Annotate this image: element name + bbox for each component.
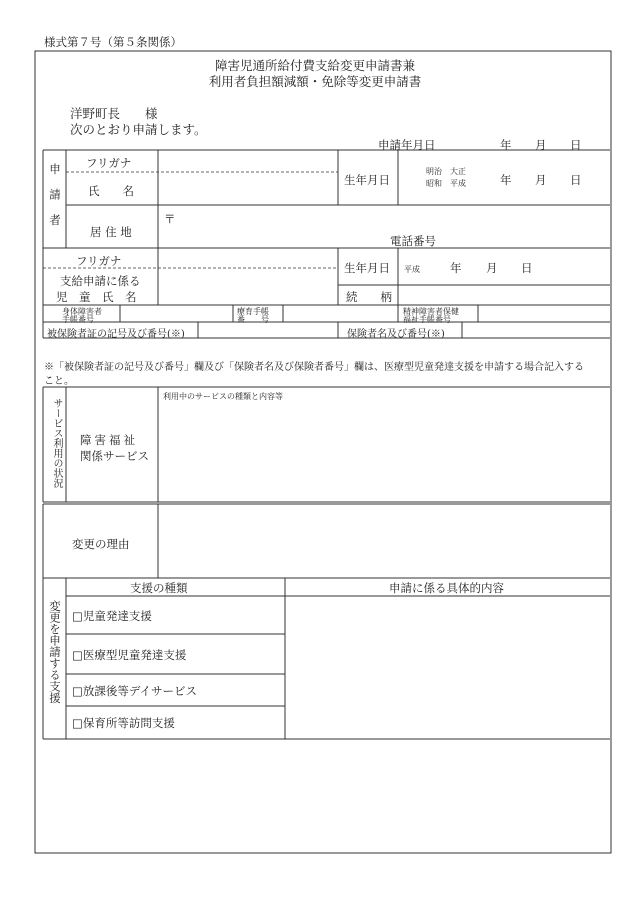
applicant-furigana-label: フリガナ [86, 156, 132, 170]
insurer-label: 保険者名及び番号(※) [347, 329, 445, 340]
application-date-year: 年 [500, 138, 512, 152]
application-date-label: 申請年月日 [378, 138, 436, 152]
ryoiku-handbook-label-2: 番 号 [237, 315, 269, 324]
relation-label: 続 柄 [346, 290, 392, 304]
applicant-address-label: 居 住 地 [90, 225, 132, 239]
support-detail-header: 申請に係る具体的内容 [389, 581, 504, 595]
mental-handbook-label-2: 福祉手帳番号 [403, 315, 451, 324]
applicant-birth-month: 月 [535, 173, 547, 187]
ryoiku-handbook-label-1: 療育手帳 [237, 307, 269, 316]
intro-text: 次のとおり申請します。 [70, 122, 207, 137]
child-birth-month: 月 [486, 261, 498, 275]
change-support-vertical-label: 変更を申請する支援 [48, 600, 62, 704]
support-item-after-school-day-service[interactable]: □放課後等デイサービス [72, 684, 198, 698]
physical-handbook-label-2: 手帳番号 [62, 315, 94, 324]
child-birth-label: 生年月日 [344, 261, 390, 275]
physical-handbook-label-1: 身体障害者 [62, 307, 102, 316]
insurance-card-label: 被保険者証の記号及び番号(※) [47, 329, 185, 340]
child-birth-year: 年 [450, 261, 462, 275]
title-line-1: 障害児通所給付費支給変更申請書兼 [214, 58, 415, 73]
support-item-medical-child-development[interactable]: □医療型児童発達支援 [72, 648, 187, 662]
application-date-day: 日 [570, 138, 582, 152]
child-name-label-2: 児 童 氏 名 [56, 290, 137, 304]
applicant-birth-year: 年 [500, 173, 512, 187]
note-line-2: こと。 [44, 376, 74, 387]
support-item-child-development[interactable]: □児童発達支援 [72, 609, 152, 623]
note-line-1: ※「被保険者証の記号及び番号」欄及び「保険者名及び保険者番号」欄は、医療型児童発達支援を申請する場合記入する [44, 362, 584, 373]
applicant-name-label: 氏 名 [88, 184, 134, 198]
application-date-month: 月 [535, 138, 547, 152]
postal-mark: 〒 [164, 212, 176, 226]
child-birth-day: 日 [521, 261, 533, 275]
form-number: 様式第７号（第５条関係） [44, 35, 182, 49]
service-content-header: 利用中のサービスの種類と内容等 [163, 392, 283, 401]
service-vertical-label: サービス利用の状況 [51, 398, 62, 488]
mental-handbook-label-1: 精神障害者保健 [403, 307, 459, 316]
applicant-birth-day: 日 [570, 173, 582, 187]
child-name-label-1: 支給申請に係る [60, 274, 141, 288]
applicant-era-top: 明治 大正 [426, 167, 466, 176]
applicant-vertical-label: 申請者 [48, 163, 62, 240]
title-line-2: 利用者負担額減額・免除等変更申請書 [208, 74, 422, 89]
phone-label: 電話番号 [390, 234, 436, 248]
change-reason-label: 変更の理由 [72, 537, 130, 551]
child-era: 平成 [404, 265, 420, 274]
child-furigana-label: フリガナ [76, 254, 122, 268]
service-label-1: 障害福祉 [80, 433, 138, 447]
support-item-nursery-visit[interactable]: □保育所等訪問支援 [72, 716, 175, 730]
service-label-2: 関係サービス [80, 449, 149, 463]
applicant-era-bottom: 昭和 平成 [426, 179, 466, 188]
support-type-header: 支援の種類 [130, 581, 188, 595]
applicant-birth-label: 生年月日 [344, 173, 390, 187]
addressee: 洋野町長 様 [70, 106, 158, 121]
